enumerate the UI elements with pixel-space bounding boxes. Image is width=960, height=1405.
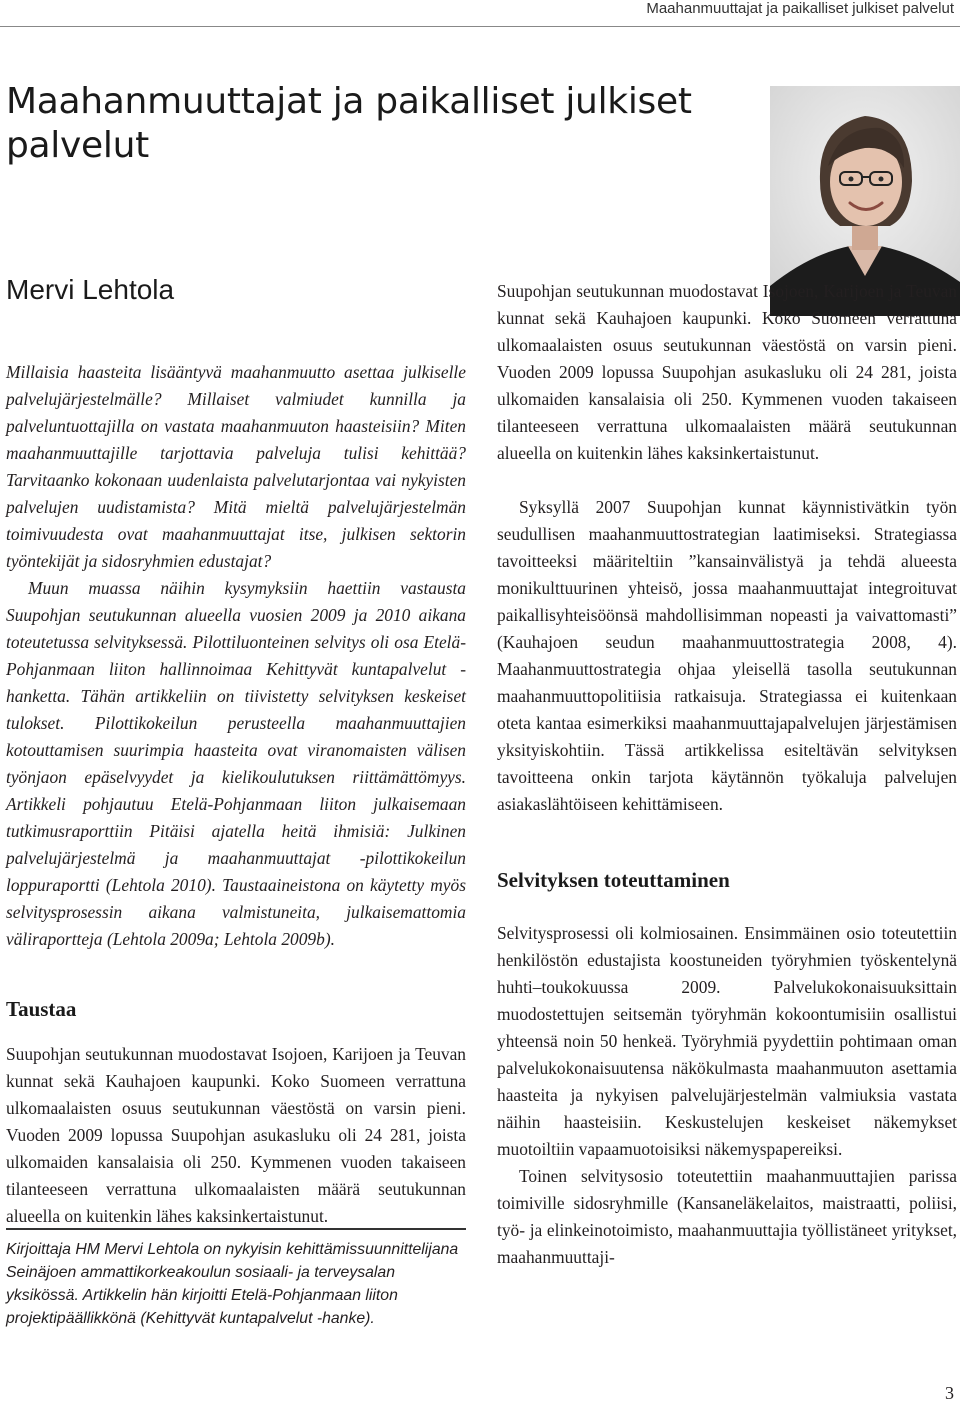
lead-paragraph-1: Millaisia haasteita lisääntyvä maahanmuutto asettaa julkiselle palvelujärjestelmälle? Millaiset valmiudet kunnilla ja palveluntuottajilla on vastata maahanmuuton haasteisiin? Miten maahanmuuttajille tarjottavia palveluja tulisi kehittää? Tarvitaanko kokonaan uudenlaista palvelutarjontaa vai nykyisten palvelujen uudistamista? Mitä mieltä palvelujärjestelmän toimivuudesta ovat maahanmuuttajat itse, julkisen sektorin työntekijät ja sidosryhmien edustajat? [6, 362, 466, 571]
background-paragraph-1-continued [497, 281, 957, 494]
background-paragraph-1: Suupohjan seutukunnan muodostavat Isojoen, Karijoen ja Teuvan kunnat sekä Kauhajoen kaupunki. Koko Suomeen verrattuna ulkomaalaisten osuus seutukunnan väestöstä on varsin pieni. Vuoden 2009 lopussa Suupohjan asukasluku oli 24 281, joista ulkomaiden kansalaisia oli 250. Kymmenen vuoden takaiseen tilanteeseen verrattuna ulkomaalaisten määrä seutukunnan alueella on kuitenkin lähes kaksinkertaistunut. [6, 1044, 466, 1226]
article-title: Maahanmuuttajat ja paikalliset julkiset palvelut [6, 81, 692, 166]
page-number: 3 [945, 1383, 954, 1403]
section-heading-background: Taustaa [6, 997, 77, 1021]
execution-paragraph-2: Toinen selvitysosio toteutettiin maahanmuuttajien parissa toimiville sidosryhmille (Kansaneläkelaitos, maistraatti, poliisi, työ- ja elinkeinotoimisto, maahanmuuttajia työllistäneet yritykset, maahanmuuttaji- [497, 1166, 957, 1267]
section-heading-execution: Selvityksen toteuttaminen [497, 868, 730, 892]
author-footnote: Kirjoittaja HM Mervi Lehtola on nykyisin kehittämissuunnittelijana Seinäjoen ammattikorkeakoulun sosiaali- ja terveysalan yksikössä. Artikkelin hän kirjoitti Etelä-Pohjanmaan liiton projektipäällikkönä (Kehittyvät kuntapalvelut -hanke). [6, 1241, 459, 1327]
lead-paragraph-2: Muun muassa näihin kysymyksiin haettiin vastausta Suupohjan seutukunnan alueella vuosien 2009 ja 2010 aikana toteutetussa selvityksessä. Pilottiluonteinen selvitys oli osa Etelä-Pohjanmaan liiton hallinnoimaa Kehittyvät kuntapalvelut -hanketta. Tähän artikkeliin on tiivistetty selvityksen keskeiset tulokset. Pilottikokeilun perusteella maahanmuuttajien kotouttamisen suurimpia haasteita ovat viranomaisten välisen työnjaon epäselvyydet ja kielikoulutuksen riittämättömyys. Artikkeli pohjautuu Etelä-Pohjanmaan liiton julkaisemaan tutkimusraporttiin Pitäisi ajatella heitä ihmisiä: Julkinen palvelujärjestelmä ja maahanmuuttajat -pilottikokeilun loppuraportti (Lehtola 2010). Taustaaineistona on käytetty myös selvitysprosessin aikana valmistuneita, julkaisemattomia väliraportteja (Lehtola 2009a; Lehtola 2009b). [6, 578, 466, 949]
left-column [6, 359, 466, 1226]
running-head: Maahanmuuttajat ja paikalliset julkiset palvelut [646, 0, 954, 17]
right-column [497, 281, 957, 1271]
footnote-rule [6, 1228, 466, 1230]
author-name: Mervi Lehtola [6, 274, 175, 305]
background-paragraph-1-continued-text: Suupohjan seutukunnan muodostavat Isojoen, Karijoen ja Teuvan kunnat sekä Kauhajoen kaupunki. Koko Suomeen verrattuna ulkomaalaisten osuus seutukunnan väestöstä on varsin pieni. Vuoden 2009 lopussa Suupohjan asukasluku oli 24 281, joista ulkomaiden kansalaisia oli 250. Kymmenen vuoden takaiseen tilanteeseen verrattuna ulkomaalaisten määrä seutukunnan alueella on kuitenkin lähes kaksinkertaistunut. [497, 281, 957, 463]
execution-paragraph-1: Selvitysprosessi oli kolmiosainen. Ensimmäinen osio toteutettiin henkilöstön edustajista koostuneiden työryhmien työskentelynä huhti–toukokuussa 2009. Palvelukokonaisuuksittain muodostettujen seitsemän työryhmän kokoontumisiin osallistui yhteensä noin 50 henkeä. Työryhmiä pyydettiin pohtimaan oman palvelukokonaisuutensa näkökulmasta maahanmuuton asettamia haasteita ja nykyisen palvelujärjestelmän valmiuksia vastata näihin haasteisiin. Keskustelujen keskeiset näkemykset muotoiltiin vapaamuotoisiksi näkemyspapereiksi. [497, 923, 957, 1159]
background-paragraph-2: Syksyllä 2007 Suupohjan kunnat käynnistivätkin työn seudullisen maahanmuuttostrategian laatimiseksi. Strategiassa tavoitteeksi määriteltiin ”kansainvälistyä ja tehdä alueesta monikulttuurinen yhteisö, jossa maahanmuuttajat integroituvat paikallisyhteisöönsä mahdollisimman nopeasti ja vaivattomasti” (Kauhajoen seudun maahanmuuttostrategia 2008, 4). Maahanmuuttostrategia ohjaa yleisellä tasolla seutukunnan maahanmuuttopolitiisia ratkaisuja. Strategiassa ei kuitenkaan oteta kantaa esimerkiksi maahanmuuttajapalvelujen järjestämisen yksityiskohtiin. Tässä artikkelissa esiteltävän selvityksen tavoitteena onkin tarjota käytännön työkaluja palvelujen asiakaslähtöiseen kehittämiseen. [497, 497, 957, 814]
header-rule [0, 26, 960, 27]
